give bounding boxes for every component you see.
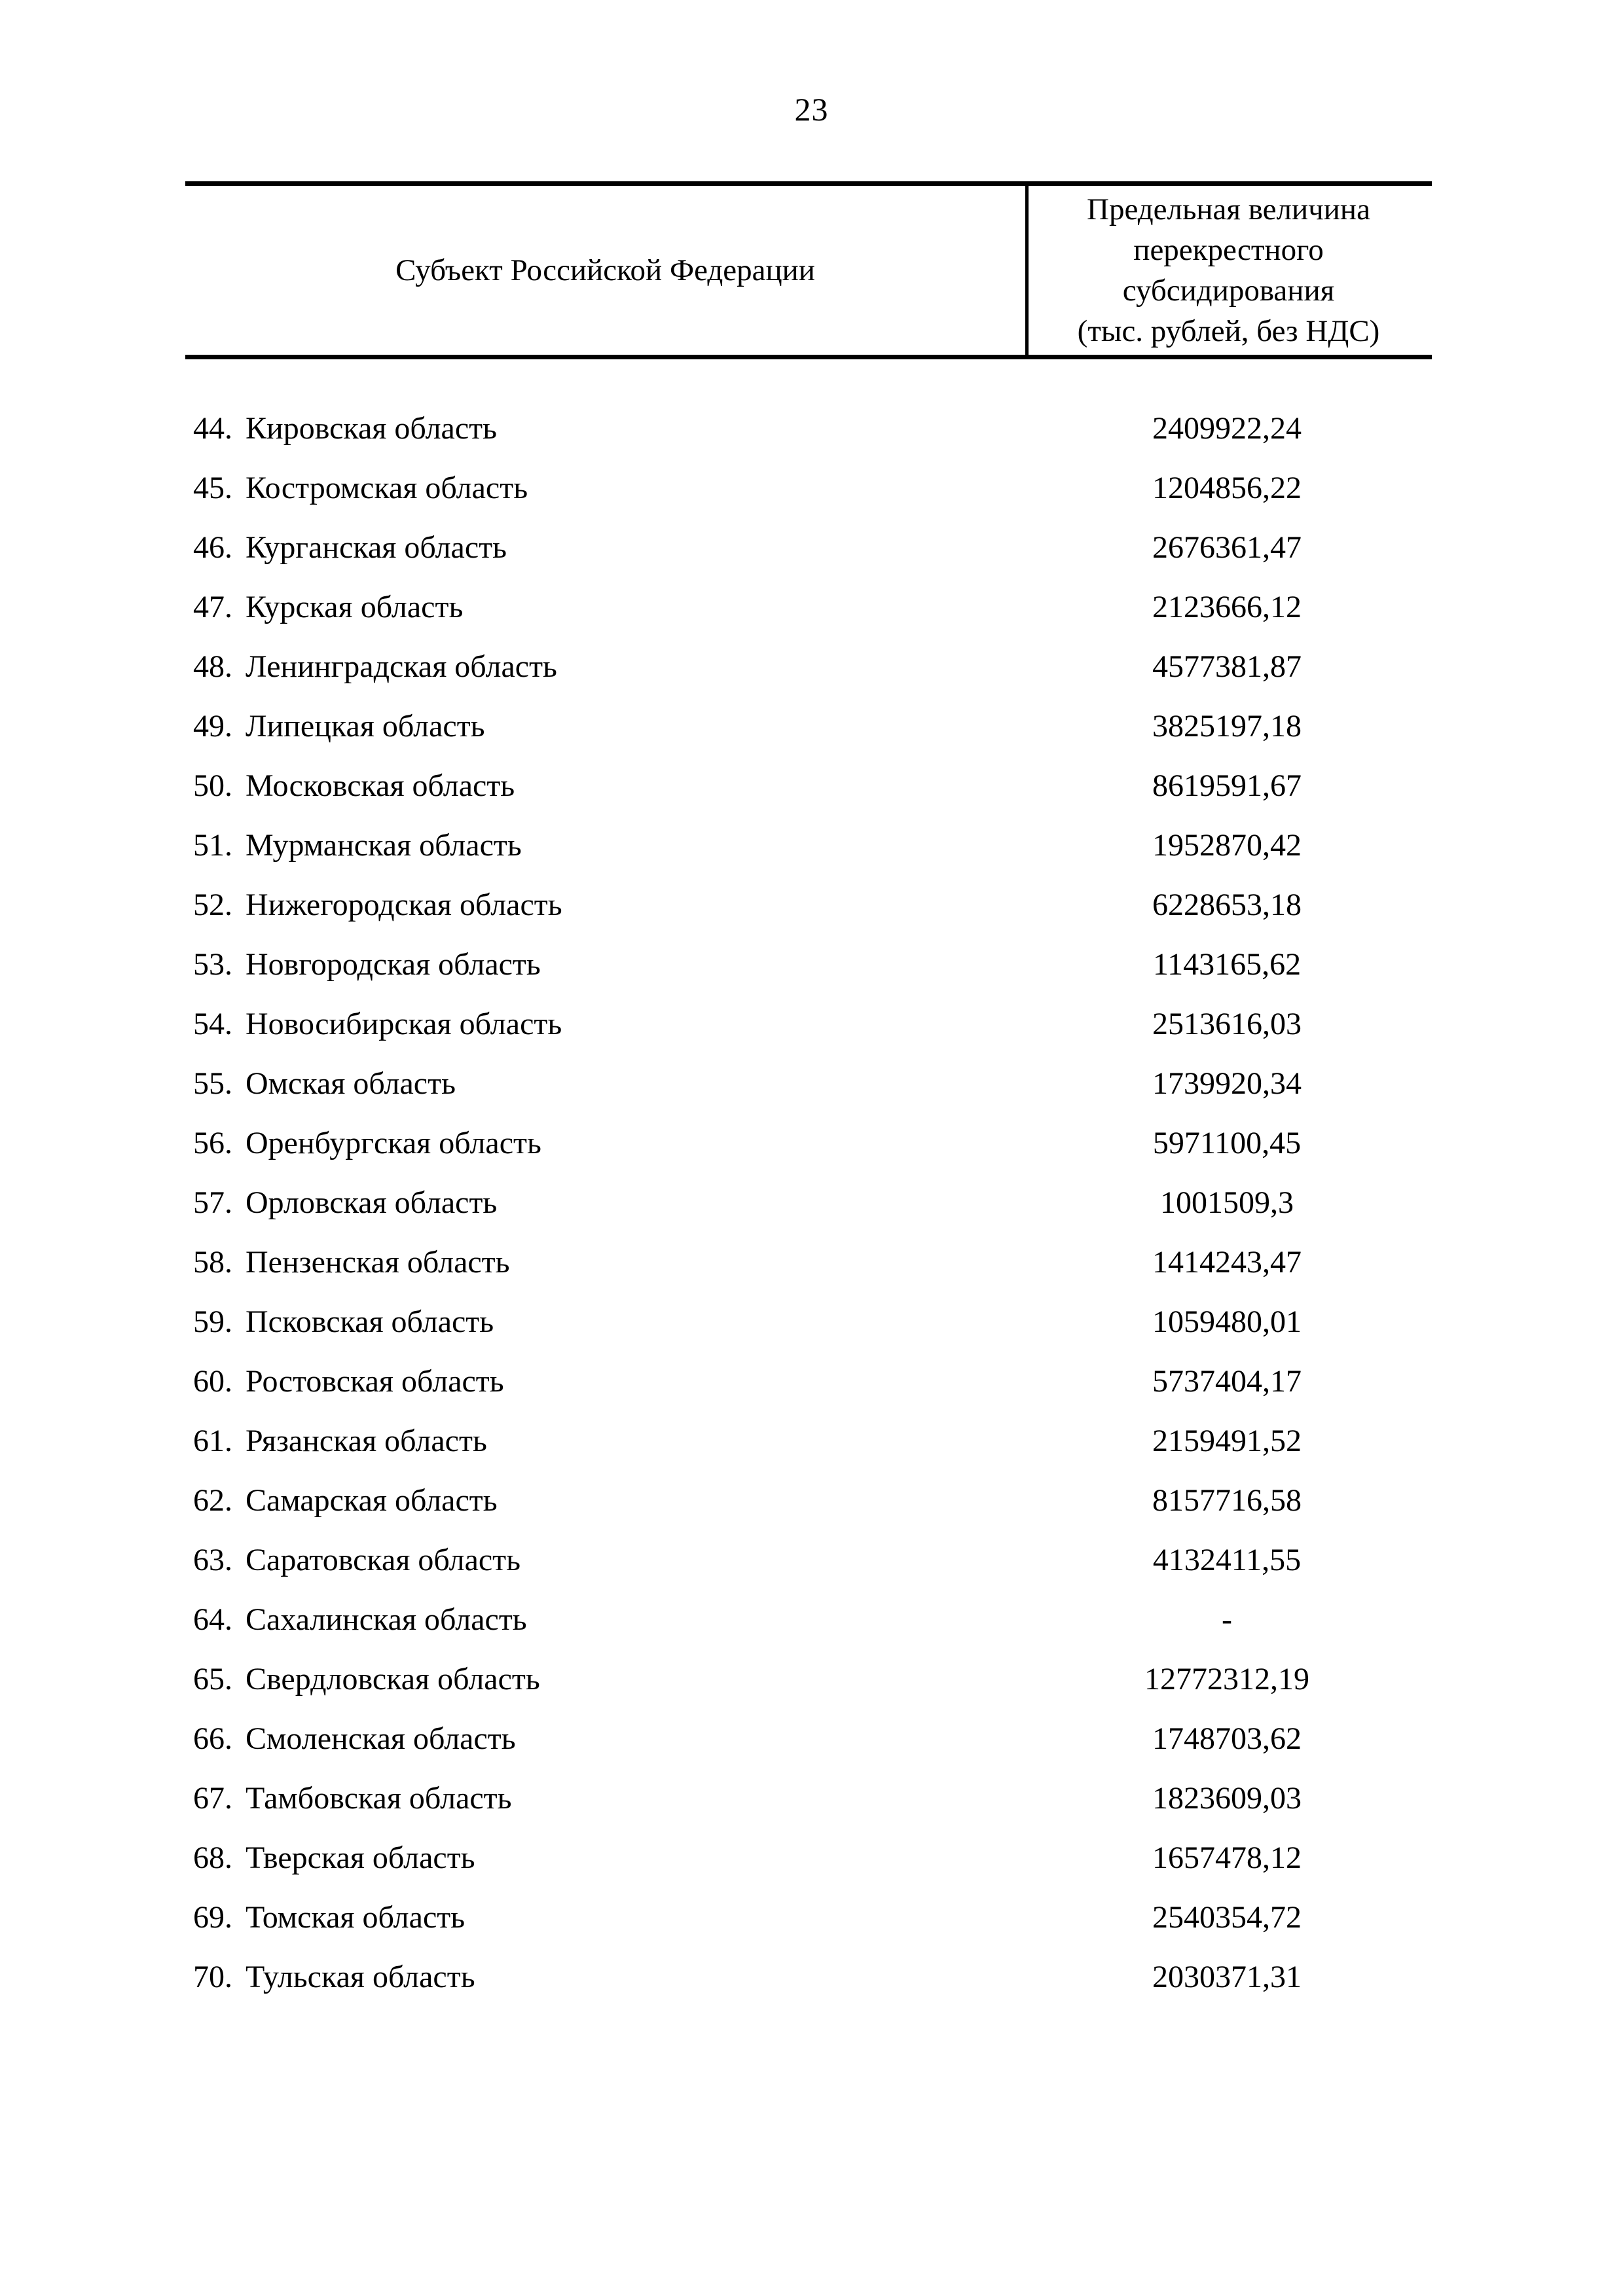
table-row — [185, 1113, 1432, 1173]
row-region-name: Саратовская область — [246, 1543, 521, 1577]
row-region-name: Мурманская область — [246, 828, 522, 863]
table-header-row — [185, 186, 1432, 359]
row-number: 51. — [193, 828, 232, 863]
row-value: 4132411,55 — [1152, 1543, 1302, 1577]
row-number: 56. — [193, 1126, 232, 1160]
header-col-value-line: (тыс. рублей, без НДС) — [1077, 314, 1380, 348]
row-region-name: Тульская область — [246, 1960, 475, 1994]
table-row — [185, 1292, 1432, 1352]
row-region-name: Ленинградская область — [246, 649, 557, 684]
row-region-name: Псковская область — [246, 1304, 494, 1339]
table-row — [185, 875, 1432, 935]
row-region-name: Нижегородская область — [246, 888, 562, 922]
row-number: 64. — [193, 1602, 232, 1637]
table-row — [185, 696, 1432, 756]
table-row — [185, 994, 1432, 1054]
row-value: 12772312,19 — [1144, 1662, 1309, 1696]
row-region-name: Смоленская область — [246, 1721, 516, 1756]
row-region-name: Орловская область — [246, 1185, 498, 1220]
row-number: 55. — [193, 1066, 232, 1101]
table-row — [185, 756, 1432, 816]
table-row — [185, 1888, 1432, 1947]
row-value: 1748703,62 — [1152, 1721, 1302, 1756]
row-number: 53. — [193, 947, 232, 982]
row-region-name: Сахалинская область — [246, 1602, 527, 1637]
row-region-name: Новосибирская область — [246, 1007, 562, 1041]
table-row — [185, 637, 1432, 696]
row-value: 8157716,58 — [1152, 1483, 1302, 1518]
row-region-name: Пензенская область — [246, 1245, 510, 1280]
row-region-name: Тамбовская область — [246, 1781, 512, 1816]
row-value: 2513616,03 — [1152, 1007, 1302, 1041]
row-value: 1414243,47 — [1152, 1245, 1302, 1280]
table-row — [185, 1471, 1432, 1530]
row-value: 1657478,12 — [1152, 1840, 1302, 1875]
row-number: 62. — [193, 1483, 232, 1518]
row-number: 48. — [193, 649, 232, 684]
row-region-name: Курганская область — [246, 530, 507, 565]
table-row — [185, 518, 1432, 577]
row-number: 61. — [193, 1424, 232, 1458]
row-region-name: Костромская область — [246, 471, 528, 505]
table-row — [185, 399, 1432, 458]
page-number: 23 — [794, 91, 829, 128]
row-number: 44. — [193, 411, 232, 446]
row-value: 2159491,52 — [1152, 1424, 1302, 1458]
row-number: 66. — [193, 1721, 232, 1756]
table-row — [185, 1649, 1432, 1709]
table-row — [185, 1054, 1432, 1113]
row-value: 1143165,62 — [1152, 947, 1302, 982]
row-value: 1952870,42 — [1152, 828, 1302, 863]
subsidy-table — [185, 181, 1432, 2007]
row-value: - — [1222, 1602, 1232, 1637]
table-row — [185, 458, 1432, 518]
table-row — [185, 1352, 1432, 1411]
row-region-name: Кировская область — [246, 411, 498, 446]
row-value: 5971100,45 — [1152, 1126, 1302, 1160]
header-col-value — [1029, 186, 1429, 355]
row-value: 2409922,24 — [1152, 411, 1302, 446]
row-number: 57. — [193, 1185, 232, 1220]
row-number: 63. — [193, 1543, 232, 1577]
table-row — [185, 816, 1432, 875]
row-region-name: Курская область — [246, 590, 464, 624]
row-region-name: Оренбургская область — [246, 1126, 541, 1160]
row-number: 69. — [193, 1900, 232, 1935]
row-value: 5737404,17 — [1152, 1364, 1302, 1399]
table-row — [185, 1768, 1432, 1828]
table-row — [185, 577, 1432, 637]
header-col-subject: Субъект Российской Федерации — [185, 186, 1029, 355]
row-region-name: Свердловская область — [246, 1662, 540, 1696]
table-row — [185, 1232, 1432, 1292]
row-number: 58. — [193, 1245, 232, 1280]
header-col-value-line: перекрестного — [1133, 233, 1324, 267]
row-value: 4577381,87 — [1152, 649, 1302, 684]
table-row — [185, 1173, 1432, 1232]
row-number: 52. — [193, 888, 232, 922]
row-region-name: Рязанская область — [246, 1424, 487, 1458]
row-number: 45. — [193, 471, 232, 505]
row-number: 47. — [193, 590, 232, 624]
row-number: 54. — [193, 1007, 232, 1041]
row-value: 2676361,47 — [1152, 530, 1302, 565]
header-col-value-line: субсидирования — [1122, 274, 1335, 308]
row-value: 6228653,18 — [1152, 888, 1302, 922]
table-row — [185, 1709, 1432, 1768]
row-value: 3825197,18 — [1152, 709, 1302, 744]
table-row — [185, 935, 1432, 994]
row-region-name: Ростовская область — [246, 1364, 504, 1399]
row-value: 1823609,03 — [1152, 1781, 1302, 1816]
row-number: 50. — [193, 768, 232, 803]
row-value: 2540354,72 — [1152, 1900, 1302, 1935]
table-body — [185, 359, 1432, 2007]
row-value: 1204856,22 — [1152, 471, 1302, 505]
row-number: 65. — [193, 1662, 232, 1696]
row-number: 59. — [193, 1304, 232, 1339]
row-number: 67. — [193, 1781, 232, 1816]
row-region-name: Московская область — [246, 768, 515, 803]
row-value: 1059480,01 — [1152, 1304, 1302, 1339]
row-number: 68. — [193, 1840, 232, 1875]
row-region-name: Липецкая область — [246, 709, 485, 744]
table-row — [185, 1590, 1432, 1649]
table-row — [185, 1411, 1432, 1471]
row-value: 8619591,67 — [1152, 768, 1302, 803]
row-region-name: Тверская область — [246, 1840, 475, 1875]
row-number: 49. — [193, 709, 232, 744]
table-row — [185, 1947, 1432, 2007]
row-value: 2030371,31 — [1152, 1960, 1302, 1994]
header-col-value-line: Предельная величина — [1087, 192, 1370, 226]
row-number: 70. — [193, 1960, 232, 1994]
row-region-name: Самарская область — [246, 1483, 498, 1518]
row-value: 1001509,3 — [1160, 1185, 1294, 1220]
table-row — [185, 1530, 1432, 1590]
row-region-name: Омская область — [246, 1066, 456, 1101]
row-value: 1739920,34 — [1152, 1066, 1302, 1101]
row-number: 60. — [193, 1364, 232, 1399]
row-number: 46. — [193, 530, 232, 565]
row-region-name: Новгородская область — [246, 947, 541, 982]
row-value: 2123666,12 — [1152, 590, 1302, 624]
table-row — [185, 1828, 1432, 1888]
row-region-name: Томская область — [246, 1900, 465, 1935]
